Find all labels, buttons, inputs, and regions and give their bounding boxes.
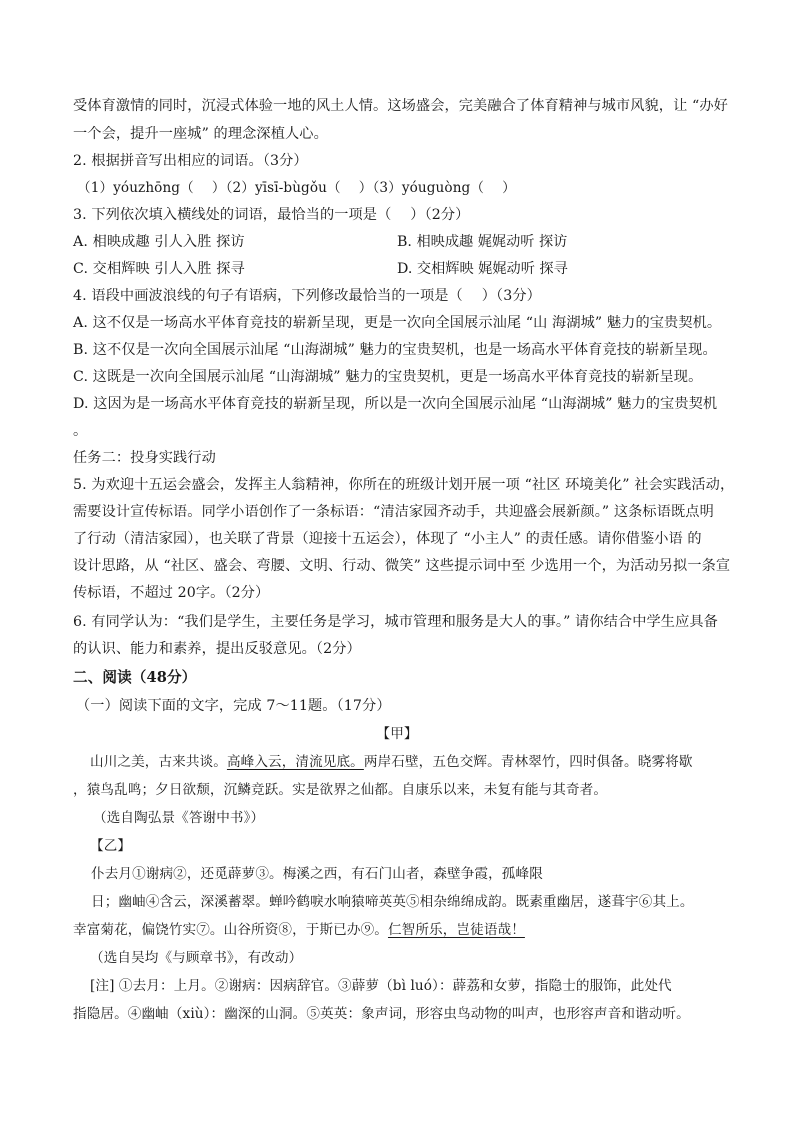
question-3-option-c: C. 交相辉映 引人入胜 探寻 [73, 261, 245, 277]
question-6-line-1: 6. 有同学认为：“我们是学生，主要任务是学习，城市管理和服务是大人的事。” 请你结合中学生应具备 [73, 614, 718, 630]
passage-yi-line-1: 仆去月①谢病②，还觅薜萝③。梅溪之西，有石门山者，森壁争霞，孤峰限 [91, 866, 543, 882]
reading-part-1-instruction: （一）阅读下面的文字，完成 7～11题。（17分） [76, 698, 391, 714]
passage-jia-source: （选自陶弘景《答谢中书》） [93, 810, 265, 826]
passage-yi-title: 【乙】 [90, 838, 132, 854]
question-4-option-d-end: 。 [73, 423, 88, 439]
question-3-stem: 3. 下列依次填入横线处的词语，最恰当的一项是（ ）（2分） [73, 207, 470, 223]
question-4-option-d: D. 这因为是一场高水平体育竞技的崭新呈现，所以是一次向全国展示汕尾 “山海湖城” 魅力的宝贵契机 [73, 396, 718, 412]
question-4-option-c: C. 这既是一次向全国展示汕尾 “山海湖城” 魅力的宝贵契机，更是一场高水平体育竞技的崭新呈现。 [73, 369, 703, 385]
passage-yi-line-2: 日；幽岫④含云，深溪蓄翠。蝉吟鹤唳水响猿啼英英⑤相杂绵绵成韵。既素重幽居，遂葺宇⑥其上。 [91, 894, 694, 910]
passage-yi-source: （选自吴均《与顾章书》，有改动） [90, 950, 303, 966]
question-5-line-5: 传标语，不超过 20字。（2分） [73, 585, 270, 601]
passage-jia-line-1 [73, 752, 693, 772]
notes-line-1: [注] ①去月：上月。②谢病：因病辞官。③薜萝（bì luó）：薜荔和女萝，指隐士的服饰，此处代 [90, 978, 672, 994]
question-4-stem: 4. 语段中画波浪线的句子有语病，下列修改最恰当的一项是（ ）（3分） [73, 288, 541, 304]
passage-yi-text-3a: 幸富菊花，偏饶竹实⑦。山谷所资⑧，于斯已办⑨。 [73, 922, 388, 938]
passage-jia-text-1a: 山川之美，古来共谈。 [90, 754, 227, 770]
intro-line-1: 受体育激情的同时，沉浸式体验一地的风土人情。这场盛会，完美融合了体育精神与城市风貌，让 “办好 [73, 98, 728, 114]
section-2-heading: 二、阅读（48分） [73, 669, 197, 686]
question-5-line-3: 了行动（清洁家园），也关联了背景（迎接十五运会），体现了 “小主人” 的责任感。请你借鉴小语 的 [73, 531, 702, 547]
question-2-pinyin-items: （1）yóuzhōng（ ）（2）yīsī-bùgǒu（ ）（3）yóuguòng（ ） [77, 180, 516, 196]
question-5-line-4: 设计思路，从 “社区、盛会、弯腰、文明、行动、微笑” 这些提示词中至 少选用一个，为活动另拟一条宣 [73, 558, 731, 574]
question-6-line-2: 的认识、能力和素养，提出反驳意见。（2分） [73, 641, 361, 657]
passage-yi-underlined-sentence: 仁智所乐，岂徒语哉！ [387, 922, 525, 938]
question-3-option-a: A. 相映成趣 引人入胜 探访 [73, 234, 245, 250]
question-4-option-b: B. 这不仅是一次向全国展示汕尾 “山海湖城” 魅力的宝贵契机，也是一场高水平体育竞技的崭新呈现。 [73, 342, 717, 358]
question-4-option-a: A. 这不仅是一场高水平体育竞技的崭新呈现，更是一次向全国展示汕尾 “山 海湖城” 魅力的宝贵契机。 [73, 315, 722, 331]
question-5-line-2: 需要设计宣传标语。同学小语创作了一条标语：“清洁家园齐动手，共迎盛会展新颜。” 这条标语既点明 [73, 504, 714, 520]
passage-jia-text-1c: 两岸石壁，五色交辉。青林翠竹，四时俱备。晓雾将歇 [363, 754, 693, 770]
question-5-line-1: 5. 为欢迎十五运会盛会，发挥主人翁精神，你所在的班级计划开展一项 “社区 环境美化” 社会实践活动， [73, 477, 735, 493]
question-2-stem: 2. 根据拼音写出相应的词语。（3分） [73, 153, 308, 169]
question-3-option-b: B. 相映成趣 娓娓动听 探访 [397, 234, 568, 250]
passage-jia-title: 【甲】 [376, 726, 418, 742]
question-3-option-d: D. 交相辉映 娓娓动听 探寻 [397, 261, 568, 277]
notes-line-2: 指隐居。④幽岫（xiù）：幽深的山洞。⑤英英：象声词，形容虫鸟动物的叫声，也形容声音和谐动听。 [73, 1006, 690, 1022]
passage-yi-line-3 [73, 920, 525, 940]
intro-line-2: 一个会，提升一座城” 的理念深植人心。 [73, 126, 328, 142]
passage-jia-line-2: ，猿鸟乱鸣；夕日欲颓，沉鳞竞跃。实是欲界之仙都。自康乐以来，未复有能与其奇者。 [73, 782, 608, 798]
passage-jia-underlined-sentence: 高峰入云，清流见底。 [226, 754, 364, 770]
task-2-heading: 任务二：投身实践行动 [73, 450, 216, 466]
